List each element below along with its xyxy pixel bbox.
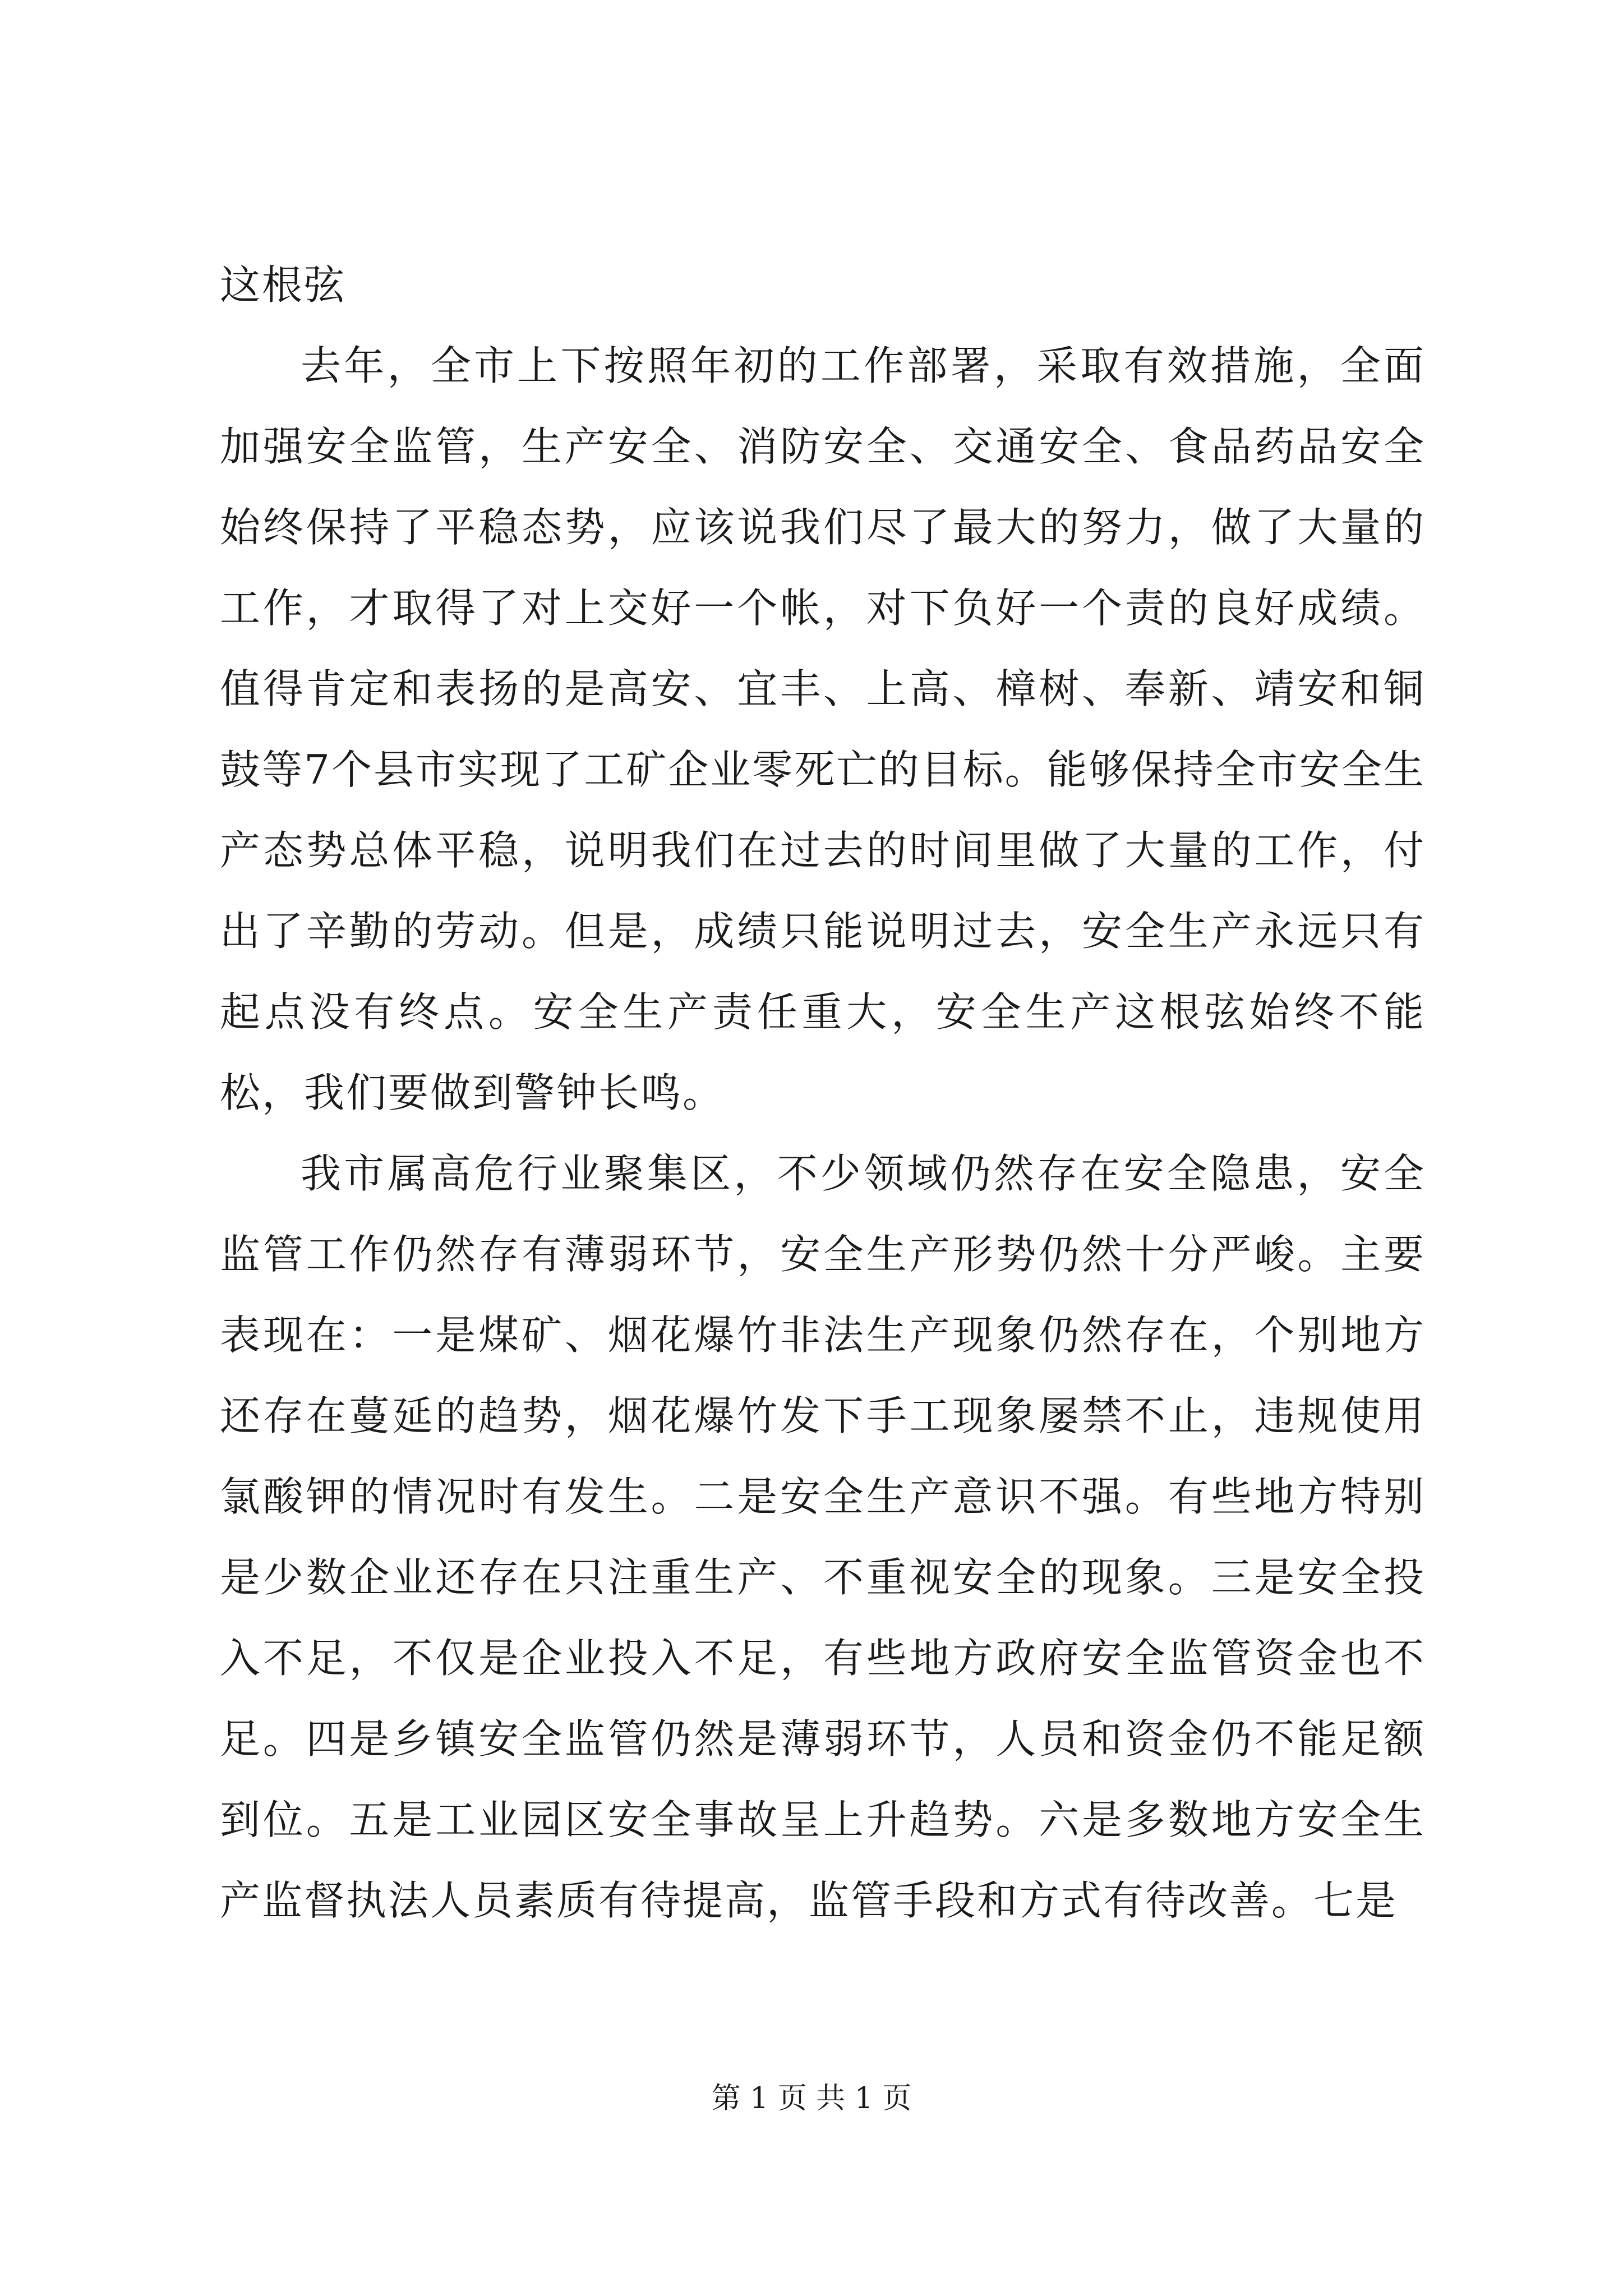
page-footer: 第 1 页 共 1 页 bbox=[711, 2082, 912, 2115]
continued-line: 这根弦 bbox=[220, 261, 347, 309]
paragraph-1: 去年，全市上下按照年初的工作部署，采取有效措施，全面加强安全监管，生产安全、消防安全、交通安全、食品药品安全始终保持了平稳态势，应该说我们尽了最大的努力，做了大量的工作，才取得了对上交好一个帐，对下负好一个责的良好成绩。值得肯定和表扬的是高安、宜丰、上高、樟树、奉新、靖安和铜鼓等7个县市实现了工矿企业零死亡的目标。能够保持全市安全生产态势总体平稳，说明我们在过去的时间里做了大量的工作，付出了辛勤的劳动。但是，成绩只能说明过去，安全生产永远只有起点没有终点。安全生产责任重大，安全生产这根弦始终不能松，我们要做到警钟长鸣。 bbox=[220, 342, 1426, 1116]
paragraph-2: 我市属高危行业聚集区，不少领域仍然存在安全隐患，安全监管工作仍然存有薄弱环节，安全生产形势仍然十分严峻。主要表现在：一是煤矿、烟花爆竹非法生产现象仍然存在，个别地方还存在蔓延的趋势，烟花爆竹发下手工现象屡禁不止，违规使用氯酸钾的情况时有发生。二是安全生产意识不强。有些地方特别是少数企业还存在只注重生产、不重视安全的现象。三是安全投入不足，不仅是企业投入不足，有些地方政府安全监管资金也不足。四是乡镇安全监管仍然是薄弱环节，人员和资金仍不能足额到位。五是工业园区安全事故呈上升趋势。六是多数地方安全生产监督执法人员素质有待提高，监管手段和方式有待改善。七是 bbox=[220, 1150, 1426, 1924]
document-body bbox=[220, 245, 1426, 1941]
